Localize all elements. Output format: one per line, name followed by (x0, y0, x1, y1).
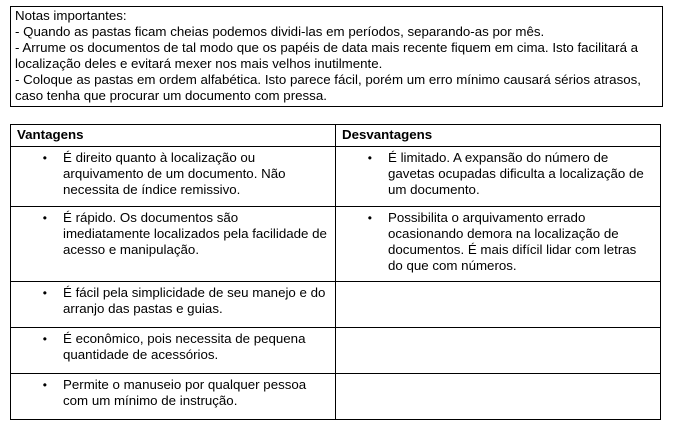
advantage-text: É rápido. Os documentos são imediatamente localizados pela facilidade de acesso e manipulação. (63, 210, 327, 257)
advantage-cell (11, 328, 336, 374)
bullet: • (367, 211, 372, 225)
note-line: - Arrume os documentos de tal modo que os papéis de data mais recente fiquem em cima. Isto facilitará a localização deles e evitará mexer nos mais velhos inutilmente. (15, 40, 639, 71)
advantage-cell (11, 207, 336, 282)
bullet: • (367, 151, 372, 165)
disadvantage-cell (336, 147, 661, 207)
advantage-text: É fácil pela simplicidade de seu manejo e do arranjo das pastas e guias. (63, 285, 326, 316)
header-advantages: Vantagens (11, 125, 336, 147)
notes-title: Notas importantes: (15, 8, 127, 23)
bullet: • (42, 211, 47, 225)
list-item (336, 207, 660, 278)
disadvantage-cell-empty (336, 328, 661, 374)
disadvantage-cell-empty (336, 374, 661, 420)
disadvantage-text: Possibilita o arquivamento errado ocasionando demora na localização de documentos. É mais difícil lidar com letras do que com números. (388, 210, 637, 273)
advantage-text: É econômico, pois necessita de pequena quantidade de acessórios. (63, 331, 306, 362)
list-item (11, 147, 335, 202)
disadvantage-text: É limitado. A expansão do número de gavetas ocupadas dificulta a localização de um documento. (388, 150, 644, 197)
table-row (11, 147, 661, 207)
advantage-cell (11, 147, 336, 207)
disadvantage-cell-empty (336, 282, 661, 328)
table-row (11, 282, 661, 328)
list-item (11, 282, 335, 321)
header-disadvantages: Desvantagens (336, 125, 661, 147)
advantage-cell (11, 374, 336, 420)
table-row (11, 328, 661, 374)
table-row (11, 374, 661, 420)
advantages-disadvantages-table (10, 124, 661, 420)
list-item (11, 328, 335, 367)
bullet: • (42, 332, 47, 346)
important-notes-box (10, 6, 663, 107)
note-line: - Quando as pastas ficam cheias podemos dividi-las em períodos, separando-as por mês. (15, 24, 545, 39)
advantage-text: Permite o manuseio por qualquer pessoa com um mínimo de instrução. (63, 377, 307, 408)
note-line: - Coloque as pastas em ordem alfabética. Isto parece fácil, porém um erro mínimo causará sérios atrasos, caso tenha que procurar um documento com pressa. (15, 72, 641, 103)
list-item (336, 147, 660, 202)
list-item (11, 207, 335, 262)
advantage-cell (11, 282, 336, 328)
table-row (11, 207, 661, 282)
list-item (11, 374, 335, 413)
table-header-row (11, 125, 661, 147)
bullet: • (42, 378, 47, 392)
advantage-text: É direito quanto à localização ou arquivamento de um documento. Não necessita de índice remissivo. (63, 150, 286, 197)
bullet: • (42, 151, 47, 165)
bullet: • (42, 286, 47, 300)
disadvantage-cell (336, 207, 661, 282)
